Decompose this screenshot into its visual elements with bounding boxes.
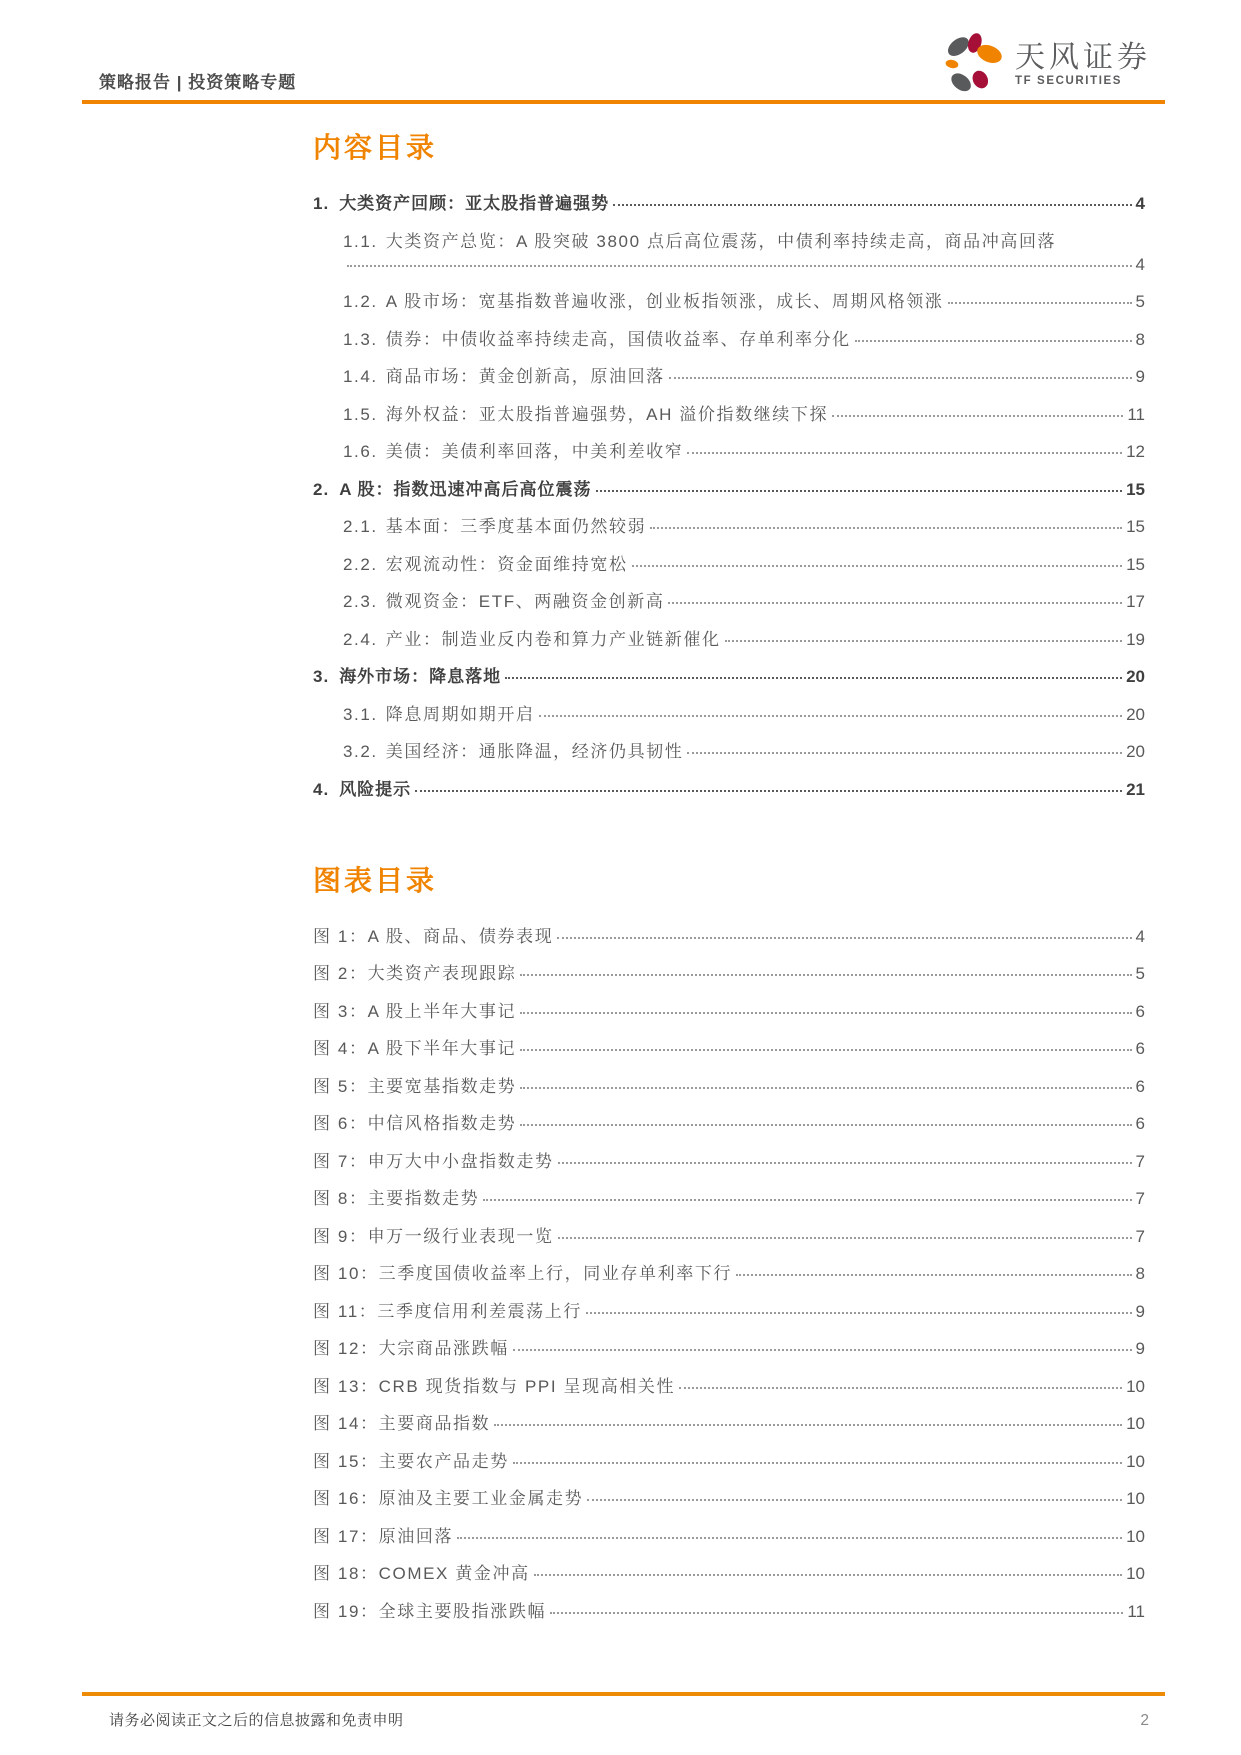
- entry-number: 1.: [313, 194, 330, 213]
- toc-entry[interactable]: [313, 290, 1145, 313]
- figure-entry[interactable]: [313, 1300, 1145, 1323]
- dot-leader: [513, 1462, 1122, 1464]
- entry-page-number: 10: [1126, 1526, 1145, 1546]
- entry-number: 图 14：: [313, 1414, 379, 1433]
- dot-leader: [587, 1499, 1122, 1501]
- tf-securities-logo: [941, 32, 1151, 96]
- entry-number: 图 6：: [313, 1114, 368, 1133]
- entry-number: 4.: [313, 779, 330, 799]
- entry-number: 1.6.: [343, 442, 378, 461]
- disclaimer-text: 请务必阅读正文之后的信息披露和免责申明: [109, 1712, 404, 1729]
- entry-title: 海外权益：亚太股指普遍强势，AH 溢价指数继续下探: [385, 404, 829, 424]
- figure-entry[interactable]: [313, 1525, 1145, 1548]
- dot-leader: [832, 415, 1123, 417]
- entry-page-number: 11: [1127, 404, 1145, 424]
- entry-page-number: 20: [1126, 742, 1145, 761]
- figure-entry[interactable]: [313, 1037, 1145, 1060]
- dot-leader: [534, 1574, 1122, 1576]
- dot-leader: [855, 340, 1132, 342]
- dot-leader: [668, 602, 1122, 604]
- dot-leader: [558, 1237, 1132, 1239]
- dot-leader: [539, 715, 1123, 717]
- dot-leader: [948, 302, 1132, 304]
- entry-number: 图 16：: [313, 1489, 379, 1508]
- entry-number: 图 12：: [313, 1339, 379, 1358]
- entry-title: 中信风格指数走势: [367, 1114, 517, 1133]
- toc-entry[interactable]: [313, 703, 1145, 726]
- figure-entry[interactable]: [313, 962, 1145, 985]
- dot-leader: [669, 377, 1132, 379]
- entry-page-number: 8: [1135, 1264, 1145, 1283]
- figure-entry[interactable]: [313, 1150, 1145, 1173]
- dot-leader: [687, 752, 1122, 754]
- entry-page-number: 9: [1135, 1339, 1145, 1358]
- dot-leader: [586, 1312, 1132, 1314]
- dot-leader: [520, 974, 1131, 976]
- entry-number: 2.4.: [343, 629, 378, 649]
- dot-leader: [457, 1537, 1122, 1539]
- entry-title: A 股、商品、债券表现: [367, 926, 554, 946]
- figure-entry[interactable]: [313, 1600, 1145, 1623]
- entry-title: 大类资产总览：A 股突破 3800 点后高位震荡，中债利率持续走高，商品冲高回落: [385, 231, 1057, 251]
- entry-page-number: 20: [1126, 667, 1145, 686]
- toc-entry[interactable]: [313, 403, 1145, 426]
- entry-title: 美国经济：通胀降温，经济仍具韧性: [385, 742, 684, 761]
- entry-number: 图 3：: [313, 1001, 368, 1021]
- entry-title: A 股：指数迅速冲高后高位震荡: [339, 479, 592, 499]
- entry-title: 大类资产回顾：亚太股指普遍强势: [339, 194, 610, 213]
- figure-entry[interactable]: [313, 925, 1145, 948]
- page-number: 2: [1140, 1712, 1149, 1729]
- toc-entry[interactable]: [313, 590, 1145, 613]
- entry-number: 1.1.: [343, 231, 378, 251]
- entry-title: 原油回落: [378, 1526, 454, 1546]
- entry-title: 全球主要股指涨跌幅: [378, 1601, 547, 1621]
- entry-title: 申万大中小盘指数走势: [367, 1151, 554, 1171]
- entry-title: 三季度信用利差震荡上行: [377, 1301, 582, 1321]
- entry-page-number: 7: [1135, 1226, 1145, 1246]
- dot-leader: [596, 490, 1123, 492]
- entry-number: 2.2.: [343, 554, 378, 574]
- entry-number: 图 5：: [313, 1076, 368, 1096]
- entry-page-number: 9: [1135, 367, 1145, 386]
- dot-leader: [632, 565, 1123, 567]
- entry-title: 基本面：三季度基本面仍然较弱: [385, 517, 647, 536]
- toc-entry[interactable]: [313, 478, 1145, 501]
- dot-leader: [520, 1049, 1131, 1051]
- entry-number: 3.: [313, 667, 330, 686]
- header-divider: [82, 100, 1165, 104]
- page-footer: [82, 1692, 1165, 1730]
- entry-title: 债券：中债收益率持续走高，国债收益率、存单利率分化: [385, 329, 851, 349]
- entry-title: 三季度国债收益率上行，同业存单利率下行: [378, 1264, 733, 1283]
- entry-title: 大宗商品涨跌幅: [378, 1339, 509, 1358]
- dot-leader: [679, 1387, 1122, 1389]
- dot-leader: [483, 1199, 1131, 1201]
- dot-leader: [550, 1612, 1123, 1614]
- dot-leader: [557, 937, 1131, 939]
- toc-entry[interactable]: [313, 328, 1145, 351]
- contents-title: 内容目录: [313, 132, 438, 163]
- entry-title: 大类资产表现跟踪: [367, 964, 517, 983]
- figure-entry[interactable]: [313, 1337, 1145, 1360]
- entry-page-number: 6: [1135, 1076, 1145, 1096]
- entry-number: 图 11：: [313, 1301, 378, 1321]
- figures-list: [313, 925, 1145, 1623]
- entry-number: 1.2.: [343, 292, 378, 311]
- entry-number: 图 10：: [313, 1264, 379, 1283]
- entry-number: 2.3.: [343, 592, 378, 611]
- entry-number: 1.5.: [343, 404, 378, 424]
- entry-title: 主要指数走势: [367, 1189, 480, 1208]
- entry-number: 1.4.: [343, 367, 378, 386]
- toc-entry[interactable]: [313, 440, 1145, 463]
- dot-leader: [650, 527, 1122, 529]
- figure-entry[interactable]: [313, 1225, 1145, 1248]
- toc-entry[interactable]: [313, 740, 1145, 763]
- entry-title: 降息周期如期开启: [385, 704, 535, 724]
- dot-leader: [613, 204, 1131, 206]
- entry-title: 风险提示: [339, 779, 412, 799]
- report-category-label: 策略报告 | 投资策略专题: [99, 73, 297, 92]
- entry-title: 微观资金：ETF、两融资金创新高: [385, 592, 665, 611]
- figure-entry[interactable]: [313, 1187, 1145, 1210]
- entry-page-number: 10: [1126, 1451, 1145, 1471]
- entry-page-number: 5: [1135, 292, 1145, 311]
- entry-page-number: 15: [1126, 479, 1145, 499]
- entry-number: 图 9：: [313, 1226, 368, 1246]
- entry-number: 3.1.: [343, 704, 378, 724]
- toc-entry[interactable]: [313, 553, 1145, 576]
- figure-entry[interactable]: [313, 1375, 1145, 1398]
- dot-leader: [520, 1124, 1131, 1126]
- figure-entry[interactable]: [313, 1450, 1145, 1473]
- entry-page-number: 20: [1126, 704, 1145, 724]
- entry-number: 图 8：: [313, 1189, 368, 1208]
- entry-title: 宏观流动性：资金面维持宽松: [385, 554, 628, 574]
- dot-leader: [558, 1162, 1132, 1164]
- entry-number: 图 17：: [313, 1526, 379, 1546]
- entry-page-number: 10: [1126, 1489, 1145, 1508]
- figure-entry[interactable]: [313, 1487, 1145, 1510]
- entry-page-number: 7: [1135, 1151, 1145, 1171]
- entry-page-number: 10: [1126, 1414, 1145, 1433]
- entry-number: 图 1：: [313, 926, 368, 946]
- entry-number: 图 13：: [313, 1376, 379, 1396]
- entry-page-number: 21: [1126, 779, 1145, 799]
- toc-entry[interactable]: [313, 515, 1145, 538]
- entry-title: A 股市场：宽基指数普遍收涨，创业板指领涨，成长、周期风格领涨: [385, 292, 944, 311]
- toc-entry[interactable]: [313, 192, 1145, 215]
- contents-list: [313, 192, 1145, 801]
- entry-title: 申万一级行业表现一览: [367, 1226, 554, 1246]
- figures-title: 图表目录: [313, 864, 438, 896]
- entry-page-number: 8: [1135, 329, 1145, 349]
- entry-page-number: 7: [1135, 1189, 1145, 1208]
- dot-leader: [505, 677, 1122, 679]
- entry-title: 美债：美债利率回落，中美利差收窄: [385, 442, 684, 461]
- entry-page-number: 9: [1135, 1301, 1145, 1321]
- toc-entry[interactable]: [313, 778, 1145, 801]
- entry-number: 1.3.: [343, 329, 378, 349]
- entry-title: COMEX 黄金冲高: [378, 1564, 530, 1583]
- tf-logo-flower-icon: [941, 32, 1005, 96]
- entry-page-number: 10: [1126, 1564, 1145, 1583]
- entry-page-number: 6: [1135, 1001, 1145, 1021]
- entry-page-number: 17: [1126, 592, 1145, 611]
- entry-number: 2.: [313, 479, 330, 499]
- entry-number: 图 4：: [313, 1039, 368, 1058]
- entry-title: 原油及主要工业金属走势: [378, 1489, 584, 1508]
- entry-number: 图 15：: [313, 1451, 379, 1471]
- entry-title: 主要宽基指数走势: [367, 1076, 517, 1096]
- entry-page-number: 6: [1135, 1114, 1145, 1133]
- toc-entry[interactable]: [313, 365, 1145, 388]
- figure-entry[interactable]: [313, 1112, 1145, 1135]
- entry-title: A 股上半年大事记: [367, 1001, 517, 1021]
- figure-entry[interactable]: [313, 1000, 1145, 1023]
- toc-page-content: [313, 126, 1145, 1637]
- entry-title: 海外市场：降息落地: [339, 667, 502, 686]
- entry-title: 主要商品指数: [378, 1414, 491, 1433]
- entry-page-number: 10: [1126, 1376, 1145, 1396]
- figure-entry[interactable]: [313, 1562, 1145, 1585]
- entry-page-number: 6: [1135, 1039, 1145, 1058]
- entry-page-number: 19: [1126, 629, 1145, 649]
- entry-number: 图 7：: [313, 1151, 368, 1171]
- toc-entry[interactable]: [313, 628, 1145, 651]
- entry-page-number: 12: [1126, 442, 1145, 461]
- toc-entry[interactable]: [313, 230, 1145, 276]
- logo-name-cn: 天风证券: [1015, 40, 1151, 74]
- entry-number: 图 19：: [313, 1601, 379, 1621]
- entry-number: 3.2.: [343, 742, 378, 761]
- entry-number: 图 2：: [313, 964, 368, 983]
- logo-name-en: TF SECURITIES: [1015, 74, 1123, 87]
- dot-leader: [520, 1012, 1131, 1014]
- entry-page-number: 11: [1127, 1601, 1145, 1621]
- entry-title: 主要农产品走势: [378, 1451, 509, 1471]
- entry-page-number: 15: [1126, 554, 1145, 574]
- dot-leader: [520, 1087, 1131, 1089]
- entry-page-number: 5: [1135, 964, 1145, 983]
- entry-title: A 股下半年大事记: [367, 1039, 517, 1058]
- entry-page-number: 4: [1135, 194, 1145, 213]
- dot-leader: [736, 1274, 1131, 1276]
- figure-entry[interactable]: [313, 1412, 1145, 1435]
- figure-entry[interactable]: [313, 1262, 1145, 1285]
- entry-number: 图 18：: [313, 1564, 379, 1583]
- entry-page-number: 4: [1135, 926, 1145, 946]
- dot-leader: [687, 452, 1122, 454]
- dot-leader: [725, 640, 1123, 642]
- entry-title: 产业：制造业反内卷和算力产业链新催化: [385, 629, 721, 649]
- figure-entry[interactable]: [313, 1075, 1145, 1098]
- entry-page-number: 15: [1126, 517, 1145, 536]
- entry-title: CRB 现货指数与 PPI 呈现高相关性: [378, 1376, 676, 1396]
- dot-leader: [513, 1349, 1132, 1351]
- dot-leader: [494, 1424, 1122, 1426]
- toc-entry[interactable]: [313, 665, 1145, 688]
- entry-page-number: 4: [1135, 254, 1145, 274]
- dot-leader: [415, 790, 1122, 792]
- entry-title: 商品市场：黄金创新高，原油回落: [385, 367, 665, 386]
- dot-leader: [347, 265, 1132, 267]
- entry-number: 2.1.: [343, 517, 378, 536]
